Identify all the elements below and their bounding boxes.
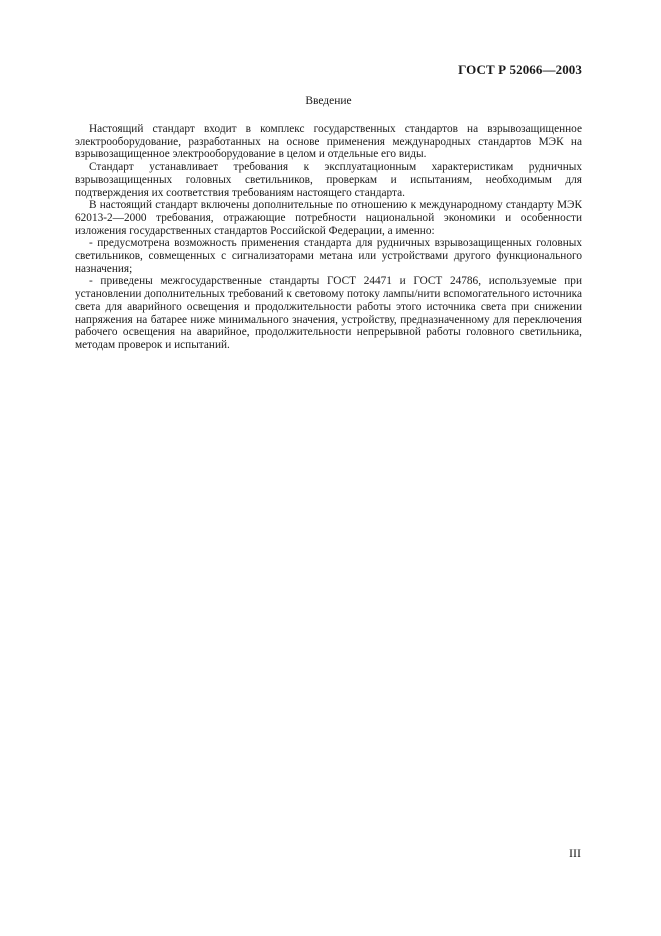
list-item: - приведены межгосударственные стандарты ГОСТ 24471 и ГОСТ 24786, используемые при установлении дополнительных требований к световому потоку лампы/нити вспомогательного источника света для аварийного освещения и продолжительности работы этого источника света при снижении напряжения на батарее ниже минимального значения, устройству, предназначенному для переключения рабочего освещения на аварийное, продолжительности непрерывной работы головного светильника, методам проверок и испытаний. bbox=[75, 275, 582, 351]
list-item: - предусмотрена возможность применения стандарта для рудничных взрывозащищенных головных светильников, совмещенных с сигнализаторами метана или устройствами другого функционального назначения; bbox=[75, 237, 582, 275]
document-code: ГОСТ Р 52066—2003 bbox=[458, 62, 582, 77]
paragraph: Стандарт устанавливает требования к эксплуатационным характеристикам рудничных взрывозащищенных головных светильников, проверкам и испытаниям, необходимым для подтверждения их соответствия требованиям настоящего стандарта. bbox=[75, 161, 582, 199]
section-title: Введение bbox=[305, 95, 352, 107]
page-number: III bbox=[569, 846, 581, 860]
introduction-body bbox=[75, 123, 582, 352]
paragraph: Настоящий стандарт входит в комплекс государственных стандартов на взрывозащищенное электрооборудование, разработанных на основе применения международных стандартов МЭК на взрывозащищенное электрооборудование в целом и отдельные его виды. bbox=[75, 123, 582, 161]
paragraph: В настоящий стандарт включены дополнительные по отношению к международному стандарту МЭК 62013-2—2000 требования, отражающие потребности национальной экономики и особенности изложения государственных стандартов Российской Федерации, а именно: bbox=[75, 199, 582, 237]
